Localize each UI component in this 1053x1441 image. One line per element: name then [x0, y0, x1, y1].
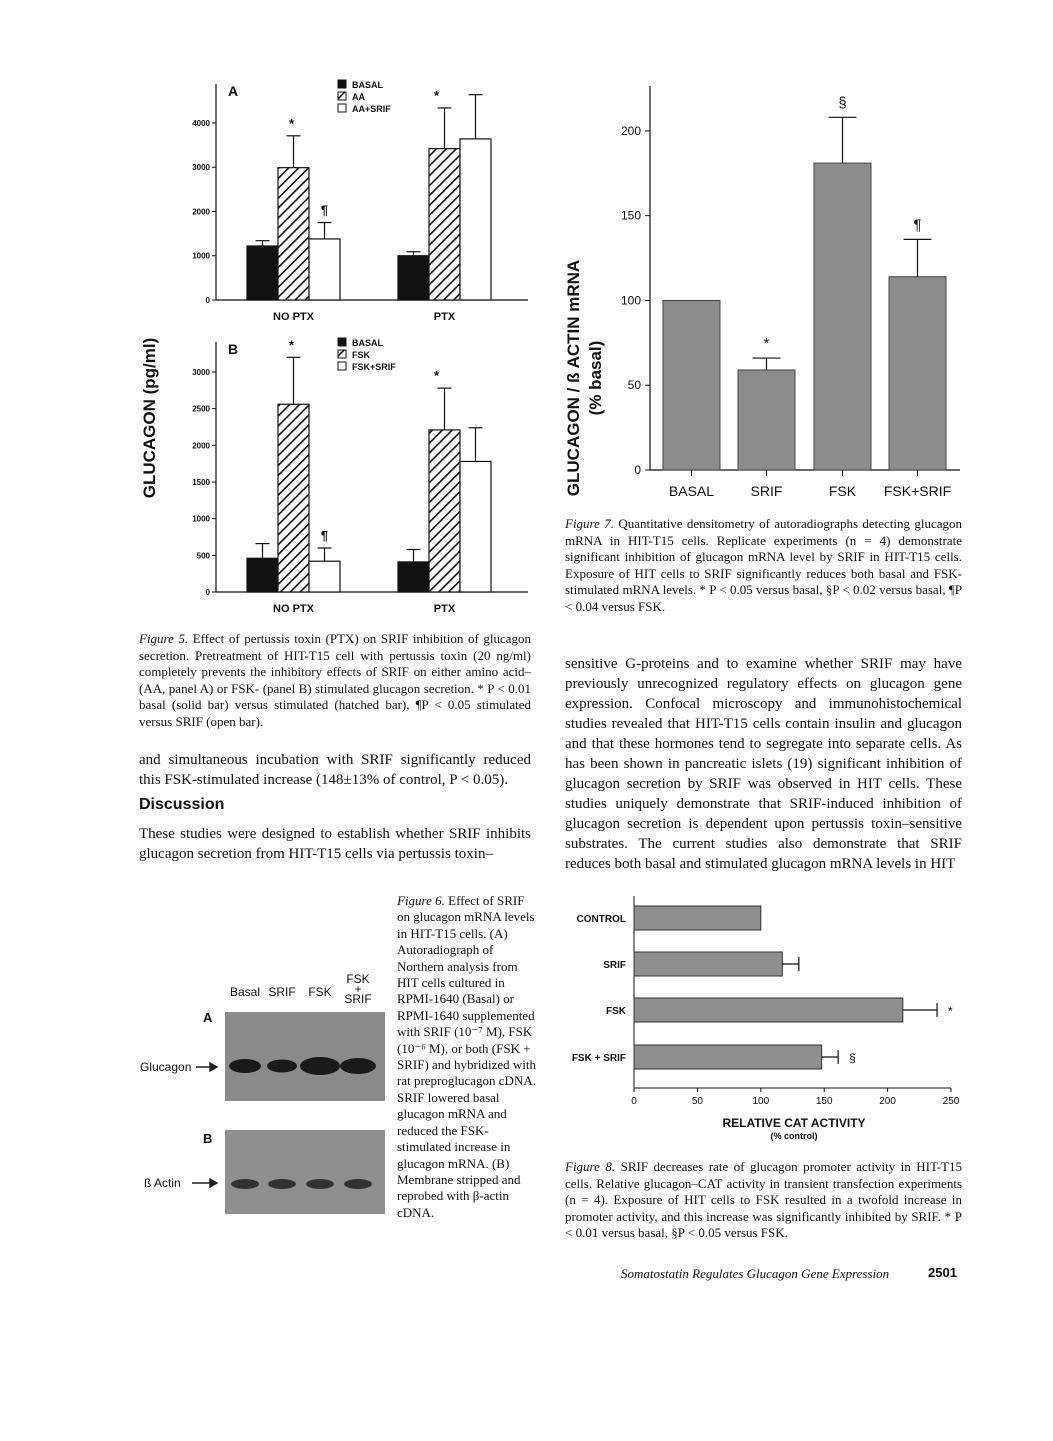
figure-7-chart [555, 78, 975, 508]
blot-panel-b [225, 1130, 385, 1214]
lane-label-basal: Basal [229, 985, 261, 999]
actin-band [306, 1179, 334, 1189]
figure-7-caption-label: Figure 7. [565, 516, 614, 531]
body-text-left-1: and simultaneous incubation with SRIF significantly reduced this FSK-stimulated increase (148±13% of control, P < 0.05). [139, 752, 531, 788]
bar-basal [247, 246, 278, 300]
glucagon-row-label: Glucagon [140, 1060, 192, 1074]
figure-7-caption-text: Quantitative densitometry of autoradiographs detecting glucagon mRNA in HIT-T15 cells. Replicate experiments (n = 4) demonstrate significant inhibition of glucagon mRNA level by SRIF in HIT-T15 cells. Exposure of HIT cells to SRIF significantly reduces both basal and FSK-stimulated mRNA levels. * P < 0.05 versus basal, §P < 0.02 versus basal, ¶P < 0.04 versus FSK. [565, 516, 962, 614]
x-tick-label: SRIF [750, 483, 783, 499]
significance-mark: * [433, 87, 440, 103]
legend-swatch [338, 338, 346, 346]
figure-6-blot [130, 965, 395, 1225]
y-tick-label: 1500 [192, 478, 210, 487]
legend-swatch [338, 362, 346, 370]
x-tick-label: 150 [815, 1096, 833, 1107]
significance-mark: § [849, 1051, 856, 1065]
legend-label: FSK+SRIF [352, 362, 396, 372]
legend-label: AA+SRIF [352, 104, 391, 114]
x-tick-label: FSK [828, 483, 857, 499]
category-label: FSK + SRIF [571, 1053, 626, 1064]
figure-8-x-axis-label: RELATIVE CAT ACTIVITY [722, 1116, 866, 1130]
significance-mark: * [763, 335, 770, 353]
figure-7-y-axis-sublabel: (% basal) [586, 340, 605, 416]
figure-8-x-axis-sublabel: (% control) [770, 1131, 818, 1141]
legend-label: FSK [352, 350, 370, 360]
legend-swatch [338, 80, 346, 88]
y-tick-label: 1000 [192, 251, 210, 261]
y-tick-label: 0 [205, 588, 210, 597]
significance-mark: * [288, 115, 295, 131]
bar-fsk-srif [460, 461, 491, 592]
bar-aa-srif [309, 239, 340, 300]
significance-mark: § [838, 94, 847, 112]
group-label: PTX [433, 603, 456, 615]
y-tick-label: 2500 [192, 404, 210, 414]
y-tick-label: 50 [627, 378, 641, 393]
bar-aa [278, 168, 309, 300]
figure-5-chart [130, 78, 550, 618]
legend-swatch [338, 92, 346, 100]
category-label: FSK [606, 1006, 626, 1017]
y-tick-label: 100 [620, 293, 641, 308]
blot-panel-b-label: B [203, 1131, 213, 1146]
bar-basal [398, 256, 429, 300]
lane-label-srif: SRIF [268, 985, 296, 999]
actin-arrow-icon [192, 1179, 217, 1187]
group-label: PTX [433, 311, 456, 323]
significance-mark: ¶ [320, 202, 329, 218]
bar-aa-srif [460, 139, 491, 300]
x-tick-label: FSK+SRIF [883, 483, 952, 499]
x-tick-label: 200 [879, 1096, 896, 1107]
bar-fsk [634, 998, 903, 1022]
body-text-left-2: These studies were designed to establish whether SRIF inhibits glucagon secretion from HIT-T15 cells via pertussis toxin– [139, 826, 531, 862]
bar-basal [398, 562, 429, 592]
x-tick-label: 0 [631, 1096, 637, 1107]
glucagon-band [340, 1058, 376, 1074]
bar-basal [247, 558, 278, 592]
figure-5-y-axis-label: GLUCAGON (pg/ml) [140, 337, 159, 499]
bar-fsk [429, 430, 460, 592]
y-tick-label: 500 [196, 551, 210, 561]
figure-7-caption [565, 516, 962, 615]
significance-mark: ¶ [913, 216, 922, 234]
y-tick-label: 0 [205, 296, 210, 305]
figure-8-caption [565, 1159, 962, 1242]
legend-label: BASAL [352, 80, 383, 90]
figure-5-caption-text: Effect of pertussis toxin (PTX) on SRIF inhibition of glucagon secretion. Pretreatment of HIT-T15 cell with pertussis toxin (20 ng/ml) completely prevents the inhibitory effects of SRIF on either amino acid– (AA, panel A) or FSK- (panel B) stimulated glucagon secretion. * P < 0.01 basal (solid bar) versus stimulated (hatched bar), ¶P < 0.05 stimulated versus SRIF (open bar). [139, 631, 531, 729]
figure-8-caption-text: SRIF decreases rate of glucagon promoter activity in HIT-T15 cells. Relative glucagon–CAT activity in transient transfection experiments (n = 4). Exposure of HIT cells to FSK resulted in a twofold increase in promoter activity, and this increase was significantly inhibited by SRIF. * P < 0.01 versus basal, §P < 0.05 versus FSK. [565, 1159, 962, 1240]
figure-8-plot [572, 896, 960, 1107]
body-text-right: sensitive G-proteins and to examine whether SRIF may have previously unrecognized regulatory effects on glucagon gene expression. Confocal microscopy and immunohistochemical studies revealed that HIT-T15 cells contain insulin and glucagon and that these hormones tend to segregate into separate cells. As has been shown in pancreatic islets (19) significant inhibition of glucagon secretion by SRIF was observed in HIT cells. These studies uniquely demonstrate that SRIF-induced inhibition of glucagon secretion is dependent upon pertussis toxin–sensitive substrates. The current studies also demonstrate that SRIF reduces both basal and stimulated glucagon mRNA levels in HIT [565, 656, 962, 872]
actin-band [231, 1179, 259, 1189]
panel-label: B [228, 341, 239, 357]
legend-label: BASAL [352, 338, 383, 348]
figure-7-y-axis-label: GLUCAGON / ß ACTIN mRNA [564, 259, 583, 497]
bar-aa [429, 149, 460, 300]
figure-8-chart [560, 890, 970, 1155]
y-tick-label: 150 [620, 208, 641, 223]
actin-row-label: ß Actin [144, 1176, 181, 1190]
y-tick-label: 4000 [192, 118, 210, 128]
figure-7-plot [621, 86, 960, 499]
significance-mark: * [288, 337, 295, 353]
bar-srif [738, 370, 795, 470]
figure-5-panel-b [192, 337, 528, 615]
bar-fsk-srif [889, 277, 946, 470]
significance-mark: * [433, 368, 440, 384]
x-tick-label: BASAL [668, 483, 715, 499]
running-footer-title: Somatostatin Regulates Glucagon Gene Expression [621, 1266, 890, 1281]
category-label: SRIF [603, 960, 626, 971]
bar-control [634, 906, 761, 930]
blot-panel-a-label: A [203, 1010, 213, 1025]
category-label: CONTROL [576, 914, 626, 925]
actin-band [344, 1179, 372, 1189]
bar-fsk-srif [309, 561, 340, 592]
lane-label-fsk-srif: FSK + SRIF [344, 972, 372, 1006]
y-tick-label: 3000 [192, 163, 210, 173]
group-label: NO PTX [273, 311, 314, 323]
bar-basal [663, 300, 720, 470]
bar-fsk [278, 404, 309, 592]
glucagon-arrow-icon [196, 1063, 217, 1071]
significance-mark: ¶ [320, 528, 329, 543]
y-tick-label: 1000 [192, 514, 210, 524]
figure-6-caption [397, 893, 539, 1221]
bar-fsk [814, 163, 871, 470]
legend-swatch [338, 350, 346, 358]
glucagon-band [300, 1057, 340, 1075]
significance-mark: * [948, 1004, 953, 1018]
figure-5-caption [139, 631, 531, 730]
figure-5-panel-a [192, 80, 528, 323]
legend-swatch [338, 104, 346, 112]
figure-6-caption-text: Effect of SRIF on glucagon mRNA levels in HIT-T15 cells. (A) Autoradiograph of Northern analysis from HIT cells cultured in RPMI-1640 (Basal) or RPMI-1640 supplemented with SRIF (10⁻⁷ M), FSK (10⁻⁶ M), or both (FSK + SRIF) and hybridized with rat preproglucagon cDNA. SRIF lowered basal glucagon mRNA and reduced the FSK-stimulated increase in glucagon mRNA. (B) Membrane stripped and reprobed with β-actin cDNA. [397, 893, 537, 1220]
bar-srif [634, 952, 782, 976]
figure-6-caption-label: Figure 6. [397, 893, 445, 908]
y-tick-label: 3000 [192, 368, 210, 377]
y-tick-label: 200 [620, 123, 641, 138]
figure-8-caption-label: Figure 8. [565, 1159, 616, 1174]
x-tick-label: 100 [752, 1096, 770, 1107]
panel-label: A [228, 83, 239, 99]
glucagon-band [267, 1060, 297, 1073]
bar-fsk-srif [634, 1045, 822, 1069]
lane-label-fsk: FSK [308, 985, 332, 999]
discussion-heading: Discussion [139, 796, 225, 813]
x-tick-label: 50 [691, 1096, 703, 1107]
page-number: 2501 [928, 1265, 957, 1280]
group-label: NO PTX [273, 603, 314, 615]
x-tick-label: 250 [942, 1096, 960, 1107]
y-tick-label: 2000 [192, 207, 210, 217]
glucagon-band [229, 1059, 261, 1073]
blot-panel-a [225, 1012, 385, 1101]
legend-label: AA [352, 92, 365, 102]
y-tick-label: 0 [634, 463, 641, 477]
actin-band [268, 1179, 296, 1189]
y-tick-label: 2000 [192, 441, 210, 451]
figure-5-caption-label: Figure 5. [139, 631, 189, 646]
